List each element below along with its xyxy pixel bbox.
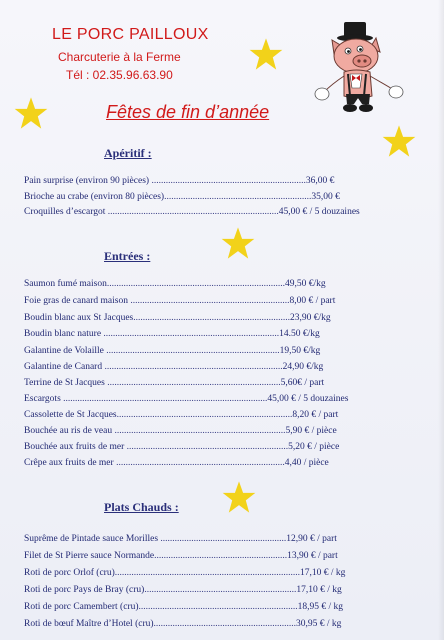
item-price: 45,00 € / 5 douzaines (278, 207, 360, 217)
item-price: 14.50 €/kg (279, 329, 320, 339)
star-icon (382, 124, 416, 158)
item-price: 13,90 € / part (287, 551, 338, 561)
star-icon (14, 96, 48, 130)
item-dots: ......................................................................... (104, 378, 281, 388)
item-name: Croquilles d’escargot (24, 207, 106, 217)
item-price: 30,95 € / kg (296, 619, 342, 629)
list-item (24, 410, 338, 420)
list-item (24, 442, 339, 452)
item-price: 45,00 € / 5 douzaines (267, 394, 349, 404)
item-price: 24,90 €/kg (282, 362, 324, 372)
item-dots: ....................................................................... (113, 458, 285, 468)
shop-subtitle: Charcuterie à la Ferme (58, 50, 181, 64)
list-item (24, 568, 345, 578)
item-name: Roti de bœuf Maître d’Hotel (cru) (24, 619, 154, 629)
item-name: Bouchée aux fruits de mer (24, 442, 125, 452)
list-item (24, 279, 326, 289)
item-dots: ..................................................... (158, 534, 287, 544)
item-name: Galantine de Volaille (24, 346, 104, 356)
list-item (24, 313, 331, 323)
item-name: Terrine de St Jacques (24, 378, 105, 388)
item-name: Escargots (24, 394, 61, 404)
item-dots: ................................................................ (144, 585, 297, 595)
list-item (24, 176, 334, 186)
item-name: Foie gras de canard maison (24, 296, 128, 306)
item-dots: ........................................................................ (105, 207, 279, 217)
pig-mascot-icon (314, 20, 406, 114)
item-price: 36,00 € (305, 176, 335, 186)
item-name: Roti de porc Pays de Bray (cru) (24, 585, 145, 595)
item-name: Brioche au crabe (environ 80 pièces) (24, 192, 165, 202)
item-price: 18,95 € / kg (297, 602, 344, 612)
section-title-aperitif: Apéritif : (104, 146, 152, 160)
item-name: Roti de porc Camembert (cru) (24, 602, 139, 612)
shop-name: LE PORC PAILLOUX (52, 26, 209, 43)
list-item (24, 296, 335, 306)
item-price: 5,90 € / pièce (285, 426, 337, 436)
item-dots: ................................................................... (127, 296, 290, 306)
list-item (24, 426, 337, 436)
list-item (24, 192, 340, 202)
list-item (24, 585, 342, 595)
item-price: 8,00 € / part (289, 296, 336, 306)
item-price: 5,20 € / pièce (288, 442, 340, 452)
list-item (24, 394, 348, 404)
item-name: Boudin blanc nature (24, 329, 102, 339)
item-name: Filet de St Pierre sauce Normande (24, 551, 155, 561)
page-title: Fêtes de fin d’année (106, 102, 270, 122)
star-icon (249, 37, 283, 71)
list-item (24, 619, 341, 629)
item-name: Saumon fumé maison (24, 279, 107, 289)
item-name: Pain surprise (environ 90 pièces) (24, 176, 150, 186)
item-dots: .......................................................................... (116, 410, 293, 420)
item-price: 8,20 € / part (292, 410, 339, 420)
page-edge-shadow (438, 0, 444, 640)
item-dots: ...................................................................................... (60, 394, 268, 404)
list-item (24, 458, 329, 468)
item-price: 19,50 €/kg (279, 346, 321, 356)
item-price: 5,60€ / part (280, 378, 325, 388)
list-item (24, 329, 320, 339)
item-name: Suprême de Pintade sauce Morilles (24, 534, 159, 544)
item-dots: ............................................................ (153, 619, 297, 629)
item-price: 49,50 €/kg (284, 279, 326, 289)
list-item (24, 346, 320, 356)
item-name: Roti de porc Orlof (cru) (24, 568, 115, 578)
list-item (24, 602, 343, 612)
list-item (24, 362, 323, 372)
item-name: Cassolette de St Jacques (24, 410, 117, 420)
item-dots: ........................................................................... (102, 362, 283, 372)
item-price: 23,90 €/kg (289, 313, 331, 323)
item-price: 35,00 € (311, 192, 340, 202)
item-price: 12,90 € / part (286, 534, 337, 544)
item-dots: ................................................................. (149, 176, 306, 186)
shop-phone: Tél : 02.35.96.63.90 (66, 68, 173, 82)
item-dots: ........................................................ (154, 551, 288, 561)
list-item (24, 207, 360, 217)
item-dots: .......................................................................... (101, 329, 280, 339)
item-dots: .............................................................. (164, 192, 312, 202)
item-name: Boudin blanc aux St Jacques (24, 313, 134, 323)
star-icon (222, 480, 256, 514)
star-icon (221, 226, 255, 260)
section-title-entrees: Entrées : (104, 249, 151, 263)
list-item (24, 551, 338, 561)
list-item (24, 378, 324, 388)
item-name: Crêpe aux fruits de mer (24, 458, 114, 468)
item-dots: ........................................................................ (112, 426, 286, 436)
item-dots: ........................................................................... (106, 279, 285, 289)
item-price: 17,10 € / kg (296, 585, 342, 595)
item-dots: .............................................................................. (114, 568, 300, 578)
list-item (24, 534, 337, 544)
item-dots: .................................................................. (133, 313, 290, 323)
item-dots: ................................................................... (138, 602, 298, 612)
item-price: 4,40 / pièce (284, 458, 329, 468)
item-dots: ......................................................................... (103, 346, 280, 356)
item-price: 17,10 € / kg (300, 568, 346, 578)
section-title-plats-chauds: Plats Chauds : (104, 500, 179, 514)
item-name: Galantine de Canard (24, 362, 103, 372)
item-name: Bouchée au ris de veau (24, 426, 113, 436)
item-dots: .................................................................... (124, 442, 289, 452)
